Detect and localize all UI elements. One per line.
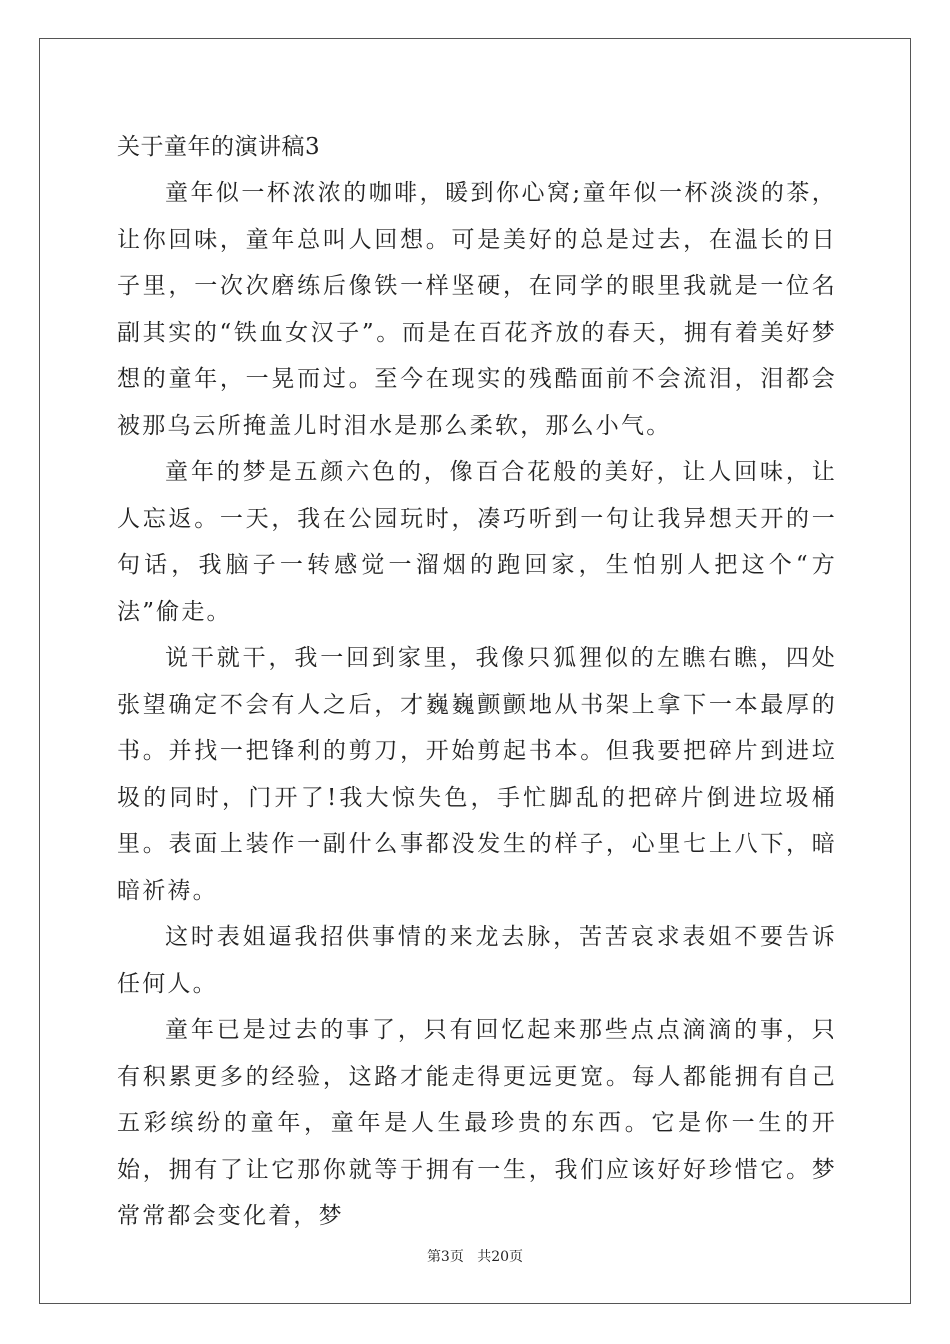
page-footer [0,1247,950,1267]
document-title: 关于童年的演讲稿3 [117,134,321,160]
page-number: 第3页 [426,1249,464,1265]
paragraph-5: 童年已是过去的事了，只有回忆起来那些点点滴滴的事，只有积累更多的经验，这路才能走得更远更宽。每人都能拥有自己五彩缤纷的童年，童年是人生最珍贵的东西。它是你一生的开始，拥有了让它那你就等于拥有一生，我们应该好好珍惜它。梦常常都会变化着，梦 [117,1017,837,1229]
paragraph-3: 说干就干，我一回到家里，我像只狐狸似的左瞧右瞧，四处张望确定不会有人之后，才巍巍颤颤地从书架上拿下一本最厚的书。并找一把锋利的剪刀，开始剪起书本。但我要把碎片到进垃圾的同时，门开了!我大惊失色，手忙脚乱的把碎片倒进垃圾桶里。表面上装作一副什么事都没发生的样子，心里七上八下，暗暗祈祷。 [117,645,837,904]
page-total: 共20页 [477,1249,524,1265]
paragraph-2: 童年的梦是五颜六色的，像百合花般的美好，让人回味，让人忘返。一天，我在公园玩时，凑巧听到一句让我异想天开的一句话，我脑子一转感觉一溜烟的跑回家，生怕别人把这个“方法”偷走。 [117,459,837,625]
document-body [117,124,837,1240]
paragraph-4: 这时表姐逼我招供事情的来龙去脉，苦苦哀求表姐不要告诉任何人。 [117,924,837,997]
paragraph-1: 童年似一杯浓浓的咖啡，暖到你心窝;童年似一杯淡淡的茶，让你回味，童年总叫人回想。可是美好的总是过去，在温长的日子里，一次次磨练后像铁一样坚硬，在同学的眼里我就是一位名副其实的“铁血女汉子”。而是在百花齐放的春天，拥有着美好梦想的童年，一晃而过。至今在现实的残酷面前不会流泪，泪都会被那乌云所掩盖儿时泪水是那么柔软，那么小气。 [117,180,837,439]
